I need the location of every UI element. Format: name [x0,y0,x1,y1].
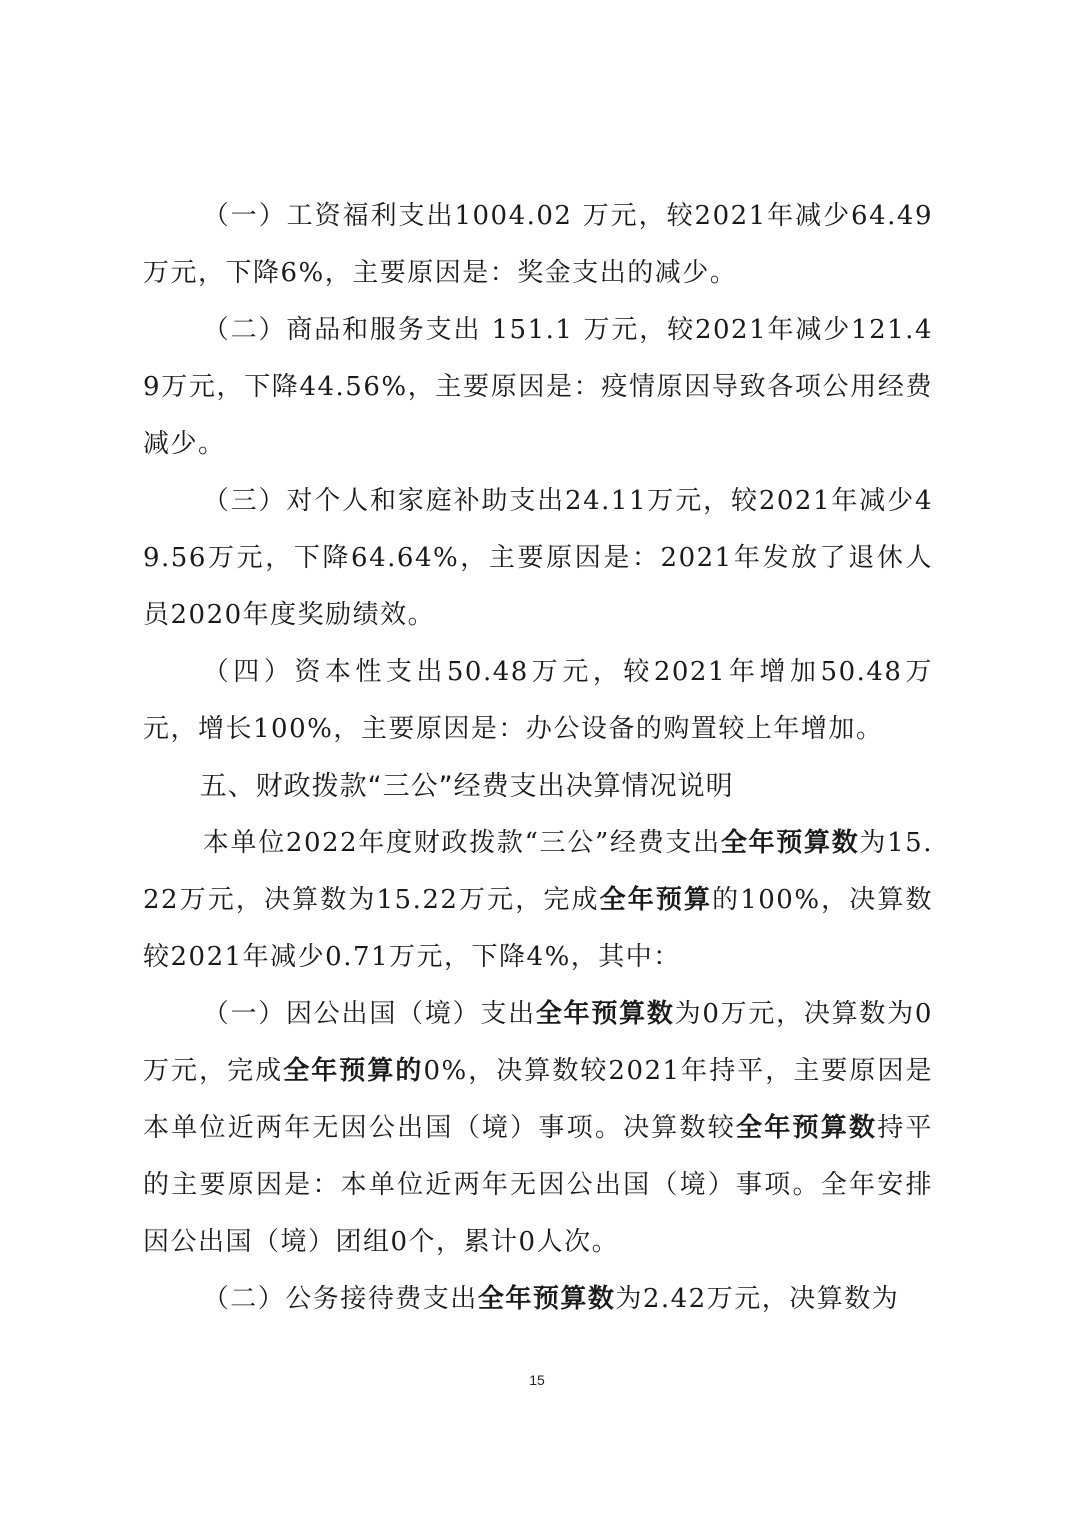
paragraph-text: 为15.22万元，决算数为15.22万元，完成 [143,828,933,915]
emphasized-text: 全年预算数 [477,1284,616,1314]
paragraph-text: 的100%，决算数较2021年减少0.71万元，下降4%，其中： [143,885,933,972]
paragraph-text: （三）对个人和家庭补助支出24.11万元，较2021年减少49.56万元，下降64.64%，主要原因是：2021年发放了退休人员2020年度奖励绩效。 [143,486,933,630]
paragraph-text: 本单位2022年度财政拨款“三公”经费支出 [202,828,721,858]
paragraph-text: 五、财政拨款“三公”经费支出决算情况说明 [199,771,734,802]
body-paragraph [143,302,933,473]
section-heading [143,758,933,815]
emphasized-text: 全年预算 [599,885,713,915]
body-paragraph [143,473,933,644]
paragraph-text: 为0万元，决算数为0万元，完成 [143,999,933,1086]
emphasized-text: 全年预算数 [535,999,675,1029]
body-paragraph [143,188,933,302]
document-body [143,188,933,1328]
paragraph-text: （二）公务接待费支出 [202,1284,478,1314]
page-number: 15 [529,1372,545,1388]
emphasized-text: 全年预算数 [736,1113,878,1143]
paragraph-text: （一）因公出国（境）支出 [202,999,536,1029]
body-paragraph [143,815,933,986]
emphasized-text: 全年预算的 [283,1056,424,1086]
paragraph-text: （二）商品和服务支出 151.1 万元，较2021年减少121.49万元，下降44.56%，主要原因是：疫情原因导致各项公用经费减少。 [143,315,933,459]
paragraph-text: 0%，决算数较2021年持平，主要原因是本单位近两年无因公出国（境）事项。决算数较 [143,1056,933,1143]
paragraph-text: 为2.42万元，决算数为 [615,1284,900,1314]
body-paragraph [143,986,933,1271]
paragraph-text: （四）资本性支出50.48万元，较2021年增加50.48万元，增长100%，主要原因是：办公设备的购置较上年增加。 [143,657,933,744]
body-paragraph [143,644,933,758]
paragraph-text: 持平的主要原因是：本单位近两年无因公出国（境）事项。全年安排因公出国（境）团组0个，累计0人次。 [143,1113,933,1257]
body-paragraph [143,1271,933,1328]
emphasized-text: 全年预算数 [720,828,860,858]
paragraph-text: （一）工资福利支出1004.02 万元，较2021年减少64.49万元，下降6%，主要原因是：奖金支出的减少。 [143,201,933,288]
